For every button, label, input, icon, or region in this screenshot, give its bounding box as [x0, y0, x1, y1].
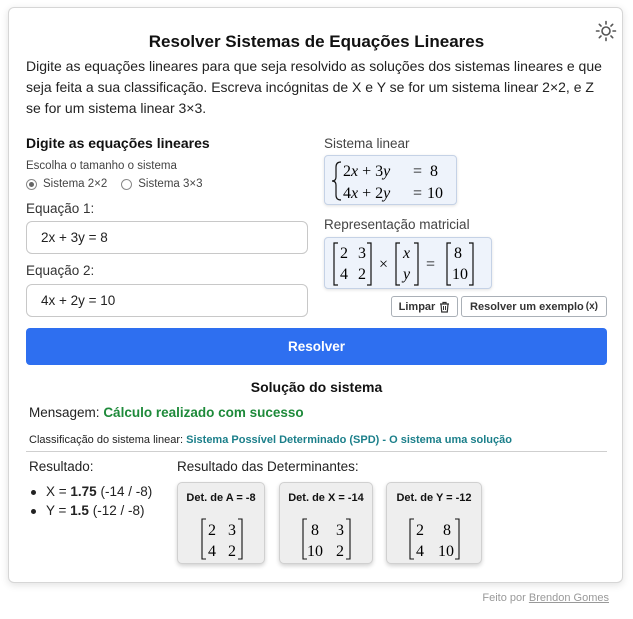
svg-text:2: 2 [336, 543, 344, 560]
svg-text:2: 2 [416, 522, 424, 539]
radio-3x3-label: Sistema 3×3 [138, 178, 203, 190]
times-sign: × [379, 256, 389, 273]
input-section-title: Digite as equações lineares [26, 135, 210, 151]
svg-text:4: 4 [416, 543, 424, 560]
matrix-var-y: y [403, 266, 411, 283]
main-card [8, 7, 623, 583]
result-label: Resultado: [29, 459, 94, 474]
result-list [31, 482, 152, 520]
determinants-label: Resultado das Determinantes: [177, 459, 359, 474]
system-row-2: 4x + 2y [343, 185, 391, 202]
system-rhs-2: 10 [427, 185, 443, 202]
svg-text:10: 10 [438, 543, 454, 560]
result-item-y: Y = 1.5 (-12 / -8) [31, 501, 152, 520]
equation2-label: Equação 2: [26, 263, 95, 278]
example-button[interactable] [461, 296, 607, 317]
clear-button[interactable] [391, 296, 458, 317]
system-label: Sistema linear [324, 136, 410, 151]
det-y-matrix [387, 483, 483, 565]
result-item-x: X = 1.75 (-14 / -8) [31, 482, 152, 501]
system-display [324, 155, 457, 205]
det-a-matrix [178, 483, 266, 565]
svg-text:4: 4 [208, 543, 216, 560]
system-row-1: 2x + 3y [343, 163, 391, 180]
matrix-svg [325, 238, 493, 290]
matrix-var-x: x [403, 245, 411, 262]
det-x-matrix [280, 483, 374, 565]
matrix-display [324, 237, 492, 289]
radio-2x2-button[interactable] [26, 179, 37, 190]
footer-prefix: Feito por [482, 592, 526, 604]
example-button-label: Resolver um exemplo [470, 300, 584, 313]
matrix-label: Representação matricial [324, 217, 470, 232]
solution-message [29, 405, 304, 420]
classification-value: Sistema Possível Determinado (SPD) - O sistema uma solução [186, 434, 512, 446]
clear-button-label: Limpar [398, 300, 436, 313]
det-card-a [177, 482, 265, 564]
equation1-input[interactable] [26, 221, 308, 254]
svg-text:8: 8 [311, 522, 319, 539]
det-card-y [386, 482, 482, 564]
svg-text:2: 2 [228, 543, 236, 560]
solve-button[interactable]: Resolver [26, 328, 607, 365]
det-x-title: Det. de X = -14 [288, 492, 364, 504]
classification-label: Classificação do sistema linear: [29, 434, 184, 446]
classification [29, 434, 512, 446]
equation2-input[interactable] [26, 284, 308, 317]
size-radio-group [26, 178, 217, 190]
system-brace [332, 162, 341, 200]
author-link[interactable]: Brendon Gomes [528, 592, 609, 604]
matrix-a22: 2 [358, 266, 366, 283]
solution-title: Solução do sistema [250, 379, 383, 395]
radio-3x3[interactable] [121, 178, 202, 190]
function-icon: (x) [585, 301, 598, 312]
divider [26, 451, 607, 452]
matrix-b1: 8 [454, 245, 462, 262]
svg-text:2: 2 [208, 522, 216, 539]
trash-icon [439, 301, 450, 313]
equation1-label: Equação 1: [26, 201, 95, 216]
svg-text:3: 3 [228, 522, 236, 539]
system-rhs-1: 8 [430, 163, 438, 180]
system-svg [325, 156, 458, 206]
svg-text:8: 8 [443, 522, 451, 539]
det-a-title: Det. de A = -8 [186, 492, 256, 504]
matrix-b2: 10 [452, 266, 468, 283]
det-y-title: Det. de Y = -12 [396, 492, 472, 504]
size-label: Escolha o tamanho o sistema [26, 160, 177, 172]
matrix-a11: 2 [340, 245, 348, 262]
footer [482, 592, 609, 604]
intro-text: Digite as equações lineares para que seja resolvido as soluções dos sistemas lineares e que seja feita a sua classificação. Escreva incógnitas de X e Y se for um sistema linear 2×2, e Z se for um sistema linear 3×3. [26, 58, 602, 116]
system-eq-1: = [413, 163, 423, 180]
message-label: Mensagem: [29, 405, 100, 420]
matrix-a12: 3 [358, 245, 366, 262]
matrix-equals: = [426, 256, 436, 273]
matrix-a21: 4 [340, 266, 348, 283]
svg-text:10: 10 [307, 543, 323, 560]
radio-2x2[interactable] [26, 178, 107, 190]
system-eq-2: = [413, 185, 423, 202]
det-card-x [279, 482, 373, 564]
radio-3x3-button[interactable] [121, 179, 132, 190]
message-value: Cálculo realizado com sucesso [103, 405, 304, 420]
svg-text:3: 3 [336, 522, 344, 539]
radio-2x2-label: Sistema 2×2 [43, 178, 108, 190]
page-title: Resolver Sistemas de Equações Lineares [148, 32, 485, 51]
